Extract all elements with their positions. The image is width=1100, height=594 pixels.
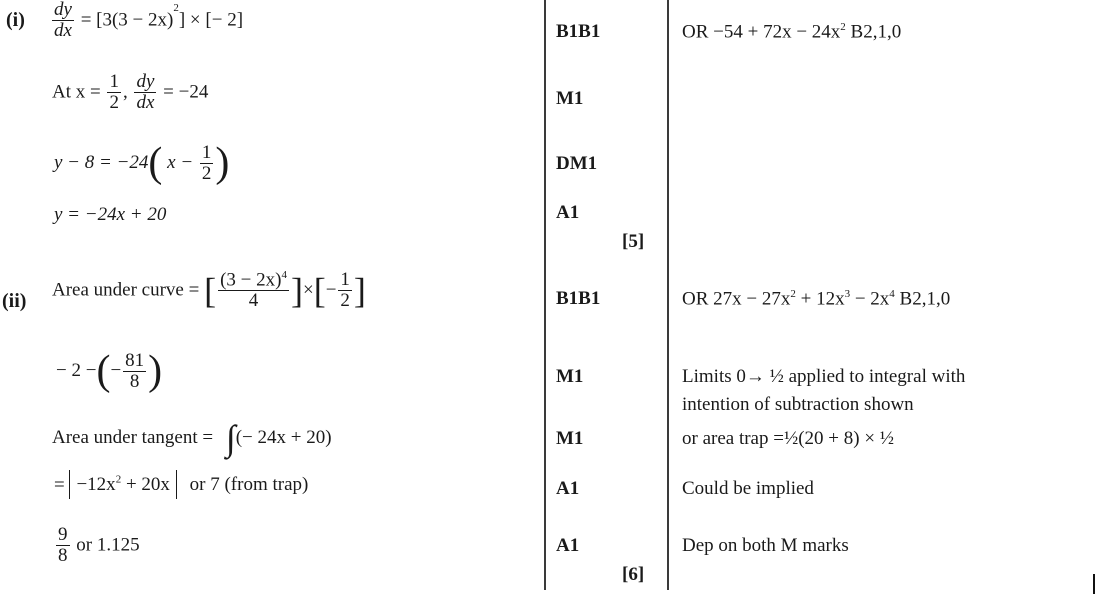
answer-line: $\frac{9}{8}$ or 1.125 bbox=[58, 524, 140, 566]
mark-i-2: M1 bbox=[556, 88, 584, 109]
mark-ii-2: M1 bbox=[556, 366, 584, 387]
note-i-alt-derivative: OR $-54 + 72x - 24x^2$ B2,1,0 bbox=[682, 21, 902, 43]
mark-i-1: B1B1 bbox=[556, 21, 601, 42]
note-ii-implied: Could be implied bbox=[682, 478, 814, 499]
dydx-fraction: $\frac{dy}{dx}$ bbox=[136, 71, 155, 113]
note-ii-limits-2: intention of subtraction shown bbox=[682, 394, 914, 415]
integral-fraction: $\frac{(3 - 2x)^4}{4}$ bbox=[220, 269, 287, 312]
column-divider-notes bbox=[667, 0, 669, 590]
area-curve-line: Area under curve = [ $\frac{(3 - 2x)^4}{4}$ ]×[− $\frac{1}{2}$ ] bbox=[52, 269, 366, 312]
dydx-fraction: $\frac{dy}{dx}$ bbox=[54, 0, 72, 41]
evaluate-line: = $-12x^2 + 20x$ or 7 (from trap) bbox=[54, 474, 308, 496]
text-cursor bbox=[1093, 574, 1095, 594]
half-fraction: $\frac{1}{2}$ bbox=[109, 71, 119, 113]
mark-ii-5: A1 bbox=[556, 535, 580, 556]
mark-i-4: A1 bbox=[556, 202, 580, 223]
tangent-point-line: y − 8 = −24( x − $\frac{1}{2}$ ) bbox=[54, 140, 230, 186]
note-ii-trap: or area trap =½(20 + 8) × ½ bbox=[682, 428, 895, 449]
derivative-line: $\frac{dy}{dx}$ = $[3(3 - 2x)^2]$ × [− 2] bbox=[54, 0, 244, 41]
column-divider-marks bbox=[544, 0, 546, 590]
eighty-one-eighths: $\frac{81}{8}$ bbox=[125, 349, 145, 392]
note-ii-alt-integral: OR $27x - 27x^2 + 12x^3 - 2x^4$ B2,1,0 bbox=[682, 288, 951, 310]
mark-ii-4: A1 bbox=[556, 478, 580, 499]
note-ii-limits-1: Limits 0→ ½ applied to integral with bbox=[682, 366, 966, 387]
half-fraction: $\frac{1}{2}$ bbox=[340, 269, 350, 312]
part-ii-label: (ii) bbox=[2, 290, 27, 312]
total-ii: [6] bbox=[622, 564, 645, 585]
nine-eighths: $\frac{9}{8}$ bbox=[58, 524, 68, 566]
derivative-rhs: = [3(3 − 2x) bbox=[80, 9, 174, 31]
area-tangent-line: Area under tangent = ∫(− 24x + 20) bbox=[52, 418, 332, 458]
half-fraction: $\frac{1}{2}$ bbox=[201, 141, 212, 184]
mark-ii-1: B1B1 bbox=[556, 288, 601, 309]
integral-icon: ∫ bbox=[225, 418, 236, 458]
tangent-equation: y = −24x + 20 bbox=[54, 204, 167, 225]
mark-i-3: DM1 bbox=[556, 153, 598, 174]
note-ii-dep: Dep on both M marks bbox=[682, 535, 849, 556]
total-i: [5] bbox=[622, 231, 645, 252]
limits-line: − 2 −(− $\frac{81}{8}$ ) bbox=[56, 348, 163, 394]
gradient-line: At x = $\frac{1}{2}$ , $\frac{dy}{dx}$ = −24 bbox=[52, 71, 209, 113]
part-i-label: (i) bbox=[6, 9, 25, 31]
mark-ii-3: M1 bbox=[556, 428, 584, 449]
